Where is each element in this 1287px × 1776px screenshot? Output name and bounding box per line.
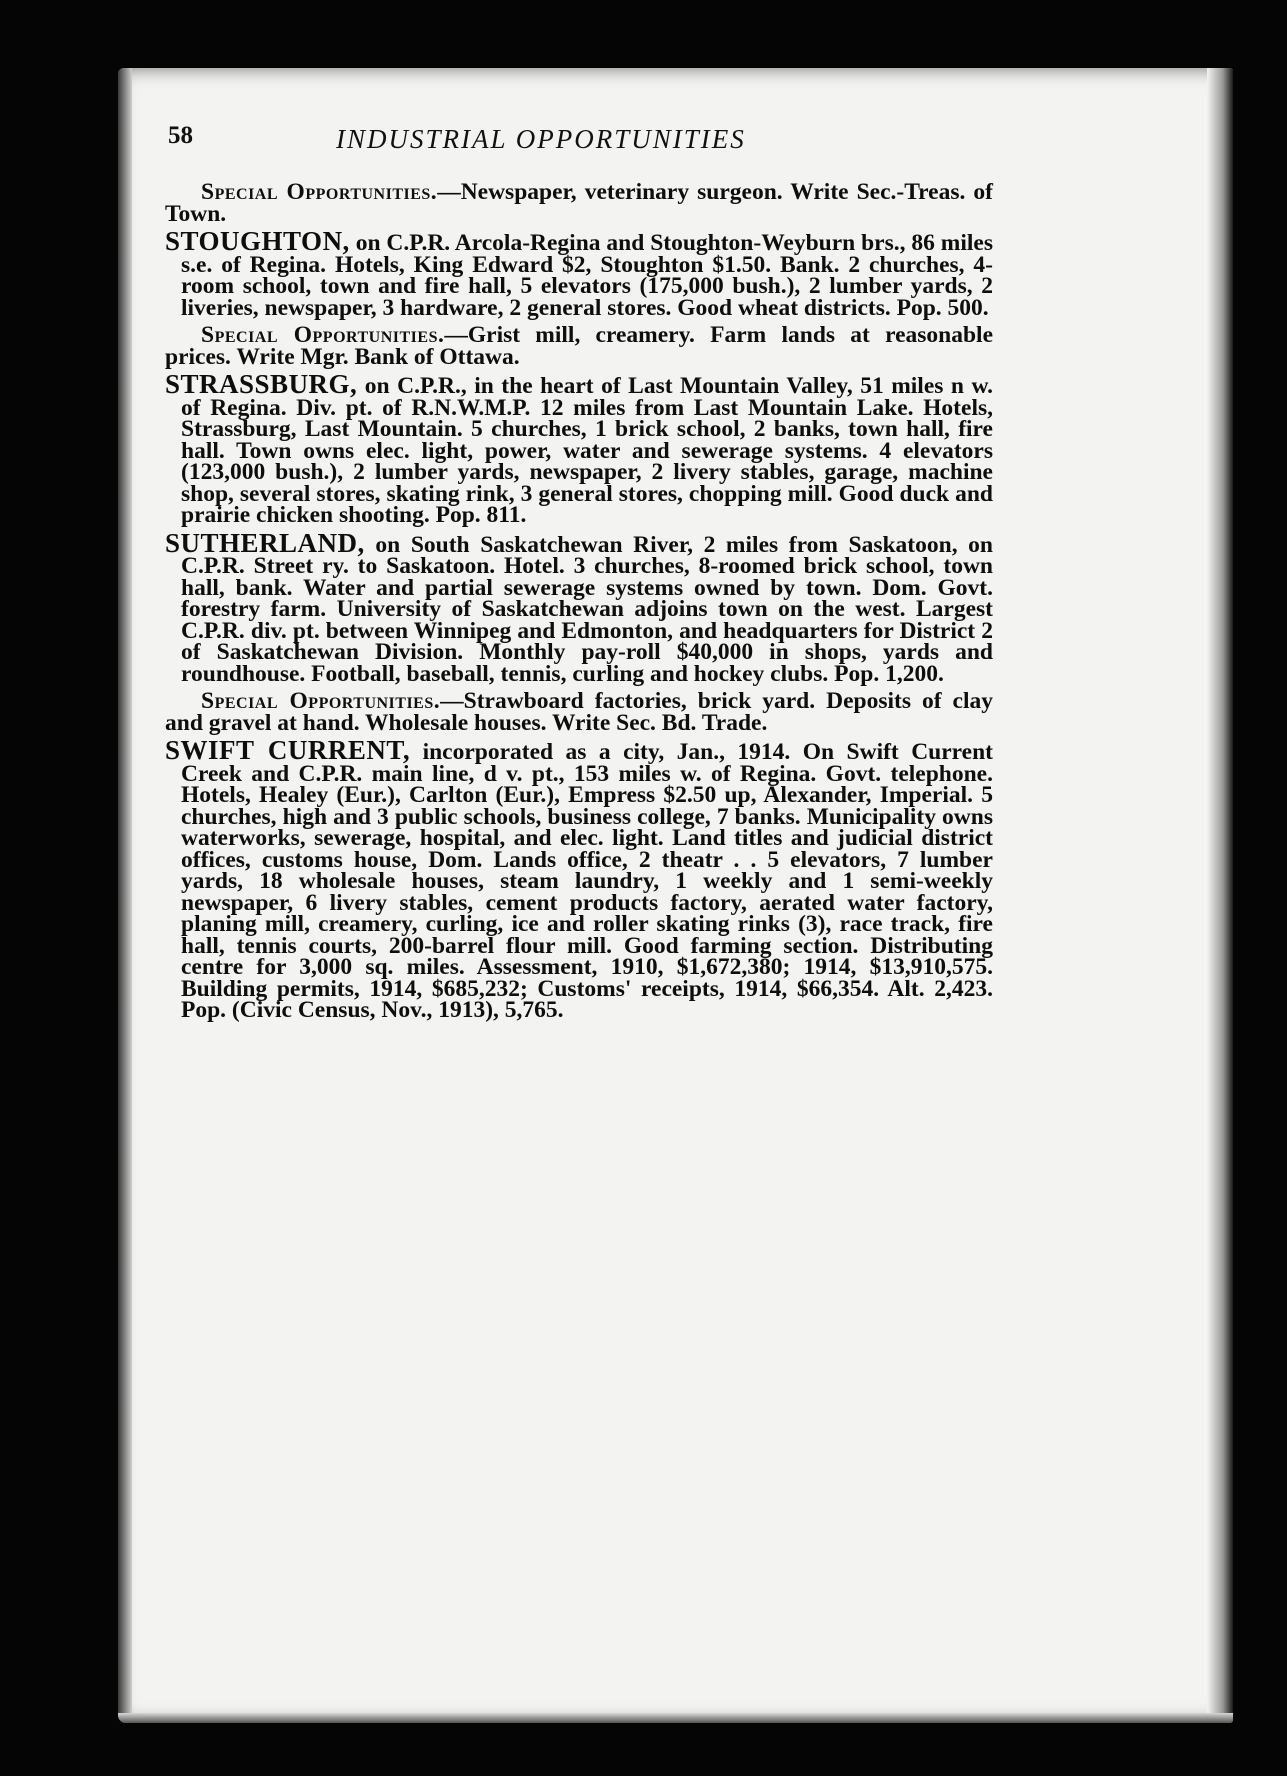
town-name: SWIFT CURRENT, xyxy=(165,735,411,765)
special-opportunities-label: Special Opportunities. xyxy=(201,322,445,348)
page-right-edge xyxy=(1207,68,1233,1723)
town-name: SUTHERLAND, xyxy=(165,527,365,558)
town-name: STRASSBURG, xyxy=(165,369,358,399)
town-name: STOUGHTON, xyxy=(165,226,350,256)
page-gutter-shadow xyxy=(118,68,132,1723)
town-entry-stoughton xyxy=(165,226,993,321)
special-opportunities-paragraph xyxy=(165,688,994,736)
page-bottom-edge xyxy=(118,1713,1233,1723)
town-entry-swift-current xyxy=(165,735,993,1023)
town-entry-sutherland xyxy=(165,527,993,687)
paragraph-text: —Newspaper, veterinary surgeon. Write Sec.-Treas. of Town. xyxy=(165,179,993,227)
running-head: INDUSTRIAL OPPORTUNITIES xyxy=(336,124,746,154)
town-description: on C.P.R., in the heart of Last Mountain Valley, 51 miles n w. of Regina. Div. pt. of R.N.W.M.P. 12 miles from Last Mountain Lake. Hotels, Strassburg, Last Mountain. 5 churches, 1 brick school, 2 banks, town hall, fire hall. Town owns elec. light, power, water and sewerage systems. 4 elevators (123,000 bush.), 2 lumber yards, newspaper, 2 livery stables, garage, machine shop, several stores, skating rink, 3 general stores, chopping mill. Good duck and prairie chicken shooting. Pop. 811. xyxy=(181,373,993,528)
special-opportunities-label: Special Opportunities. xyxy=(201,688,441,714)
town-entry-strassburg xyxy=(165,369,993,528)
town-description: on South Saskatchewan River, 2 miles from Saskatoon, on C.P.R. Street ry. to Saskatoon. Hotel. 3 churches, 8-roomed brick school, town hall, bank. Water and partial sewerage systems owned by town. Dom. Govt. forestry farm. University of Saskatchewan adjoins town on the west. Largest C.P.R. div. pt. between Winnipeg and Edmonton, and headquarters for District 2 of Saskatchewan Division. Monthly pay-roll $40,000 in shops, yards and roundhouse. Football, baseball, tennis, curling and hockey clubs. Pop. 1,200. xyxy=(181,531,993,687)
paragraph-text: —Grist mill, creamery. Farm lands at reasonable prices. Write Mgr. Bank of Ottawa. xyxy=(165,322,993,370)
page-header xyxy=(168,122,988,162)
page-number: 58 xyxy=(168,122,193,149)
paragraph-text: —Strawboard factories, brick yard. Deposits of clay and gravel at hand. Wholesale houses. Write Sec. Bd. Trade. xyxy=(165,688,994,736)
special-opportunities-paragraph xyxy=(165,322,993,370)
page-body xyxy=(165,179,994,1028)
special-opportunities-paragraph xyxy=(165,179,993,227)
town-description: incorporated as a city, Jan., 1914. On Swift Current Creek and C.P.R. main line, d v. pt., 153 miles w. of Regina. Govt. telephone. Hotels, Healey (Eur.), Carlton (Eur.), Empress $2.50 up, Alexander, Imperial. 5 churches, high and 3 public schools, business college, 7 banks. Municipality owns waterworks, sewerage, hospital, and elec. light. Land titles and judicial district offices, customs house, Dom. Lands office, 2 theatr . . 5 elevators, 7 lumber yards, 18 wholesale houses, steam laundry, 1 weekly and 1 semi-weekly newspaper, 6 livery stables, cement products factory, aerated water factory, planing mill, creamery, curling, ice and roller skating rinks (3), race track, fire hall, tennis courts, 200-barrel flour mill. Good farming section. Distributing centre for 3,000 sq. miles. Assessment, 1910, $1,672,380; 1914, $13,910,575. Building permits, 1914, $685,232; Customs' receipts, 1914, $66,354. Alt. 2,423. Pop. (Civic Census, Nov., 1913), 5,765. xyxy=(181,739,993,1023)
special-opportunities-label: Special Opportunities. xyxy=(201,179,438,205)
town-description: on C.P.R. Arcola-Regina and Stoughton-Weyburn brs., 86 miles s.e. of Regina. Hotels, King Edward $2, Stoughton $1.50. Bank. 2 churches, 4-room school, town and fire hall, 5 elevators (175,000 bush.), 2 lumber yards, 2 liveries, newspaper, 3 hardware, 2 general stores. Good wheat districts. Pop. 500. xyxy=(181,230,993,321)
